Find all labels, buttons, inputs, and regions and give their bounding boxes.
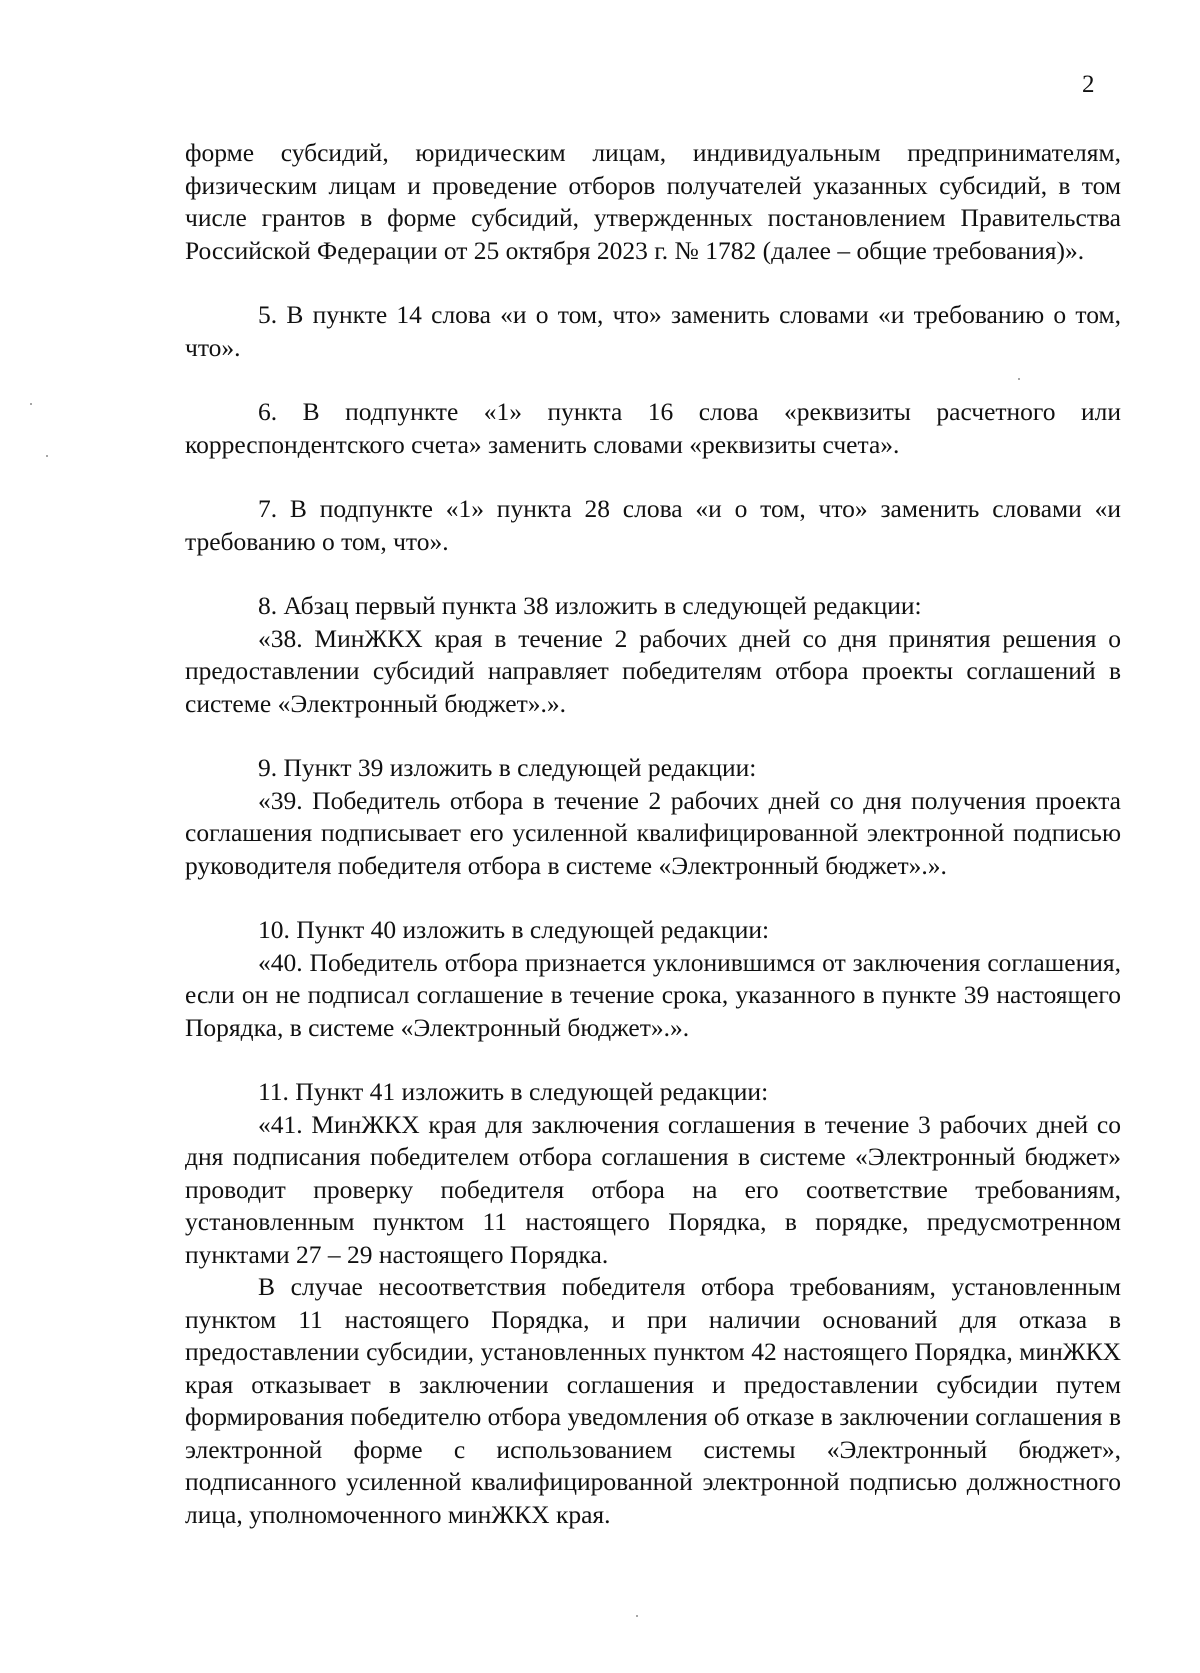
paragraph: В случае несоответствия победителя отбора требованиям, установленным пунктом 11 настоящего Порядка, и при наличии оснований для отказа в предоставлении субсидии, установленных пунктом 42 настоящего Порядка, минЖКХ края отказывает в заключении соглашения и предоставлении субсидии путем формирования победителю отбора уведомления об отказе в заключении соглашения в электронной форме с использованием системы «Электронный бюджет», подписанного усиленной квалифицированной электронной подписью должностного лица, уполномоченного минЖКХ края. (185, 1272, 1121, 1529)
scan-speck (30, 403, 32, 405)
paragraph: 8. Абзац первый пункта 38 изложить в следующей редакции: (258, 591, 922, 620)
page-number: 2 (1082, 71, 1095, 98)
scan-speck (636, 1615, 638, 1617)
paragraph: 9. Пункт 39 изложить в следующей редакции: (258, 753, 757, 782)
scan-speck (46, 455, 48, 457)
paragraph: 6. В подпункте «1» пункта 16 слова «реквизиты расчетного или корреспондентского счета» заменить словами «реквизиты счета». (185, 397, 1121, 459)
paragraph: 7. В подпункте «1» пункта 28 слова «и о том, что» заменить словами «и требованию о том, что». (185, 494, 1121, 556)
paragraph: «38. МинЖКХ края в течение 2 рабочих дней со дня принятия решения о предоставлении субсидий направляет победителям отбора проекты соглашений в системе «Электронный бюджет».». (185, 623, 1121, 718)
paragraph: 11. Пункт 41 изложить в следующей редакции: (258, 1077, 769, 1106)
paragraph: «41. МинЖКХ края для заключения соглашения в течение 3 рабочих дней со дня подписания победителем отбора соглашения в системе «Электронный бюджет» проводит проверку победителя отбора на его соответствие требованиям, установленным пунктом 11 настоящего Порядка, в порядке, предусмотренном пунктами 27 – 29 настоящего Порядка. (185, 1109, 1121, 1269)
paragraph: «40. Победитель отбора признается уклонившимся от заключения соглашения, если он не подписал соглашение в течение срока, указанного в пункте 39 настоящего Порядка, в системе «Электронный бюджет».». (185, 947, 1121, 1042)
paragraph: 10. Пункт 40 изложить в следующей редакции: (258, 915, 770, 944)
paragraph: «39. Победитель отбора в течение 2 рабочих дней со дня получения проекта соглашения подписывает его усиленной квалифицированной электронной подписью руководителя победителя отбора в системе «Электронный бюджет».». (185, 785, 1121, 880)
scan-speck (1018, 378, 1020, 380)
document-body (185, 137, 1121, 1531)
paragraph: 5. В пункте 14 слова «и о том, что» заменить словами «и требованию о том, что». (185, 300, 1121, 362)
paragraph: форме субсидий, юридическим лицам, индивидуальным предпринимателям, физическим лицам и проведение отборов получателей указанных субсидий, в том числе грантов в форме субсидий, утвержденных постановлением Правительства Российской Федерации от 25 октября 2023 г. № 1782 (далее – общие требования)». (185, 138, 1121, 265)
